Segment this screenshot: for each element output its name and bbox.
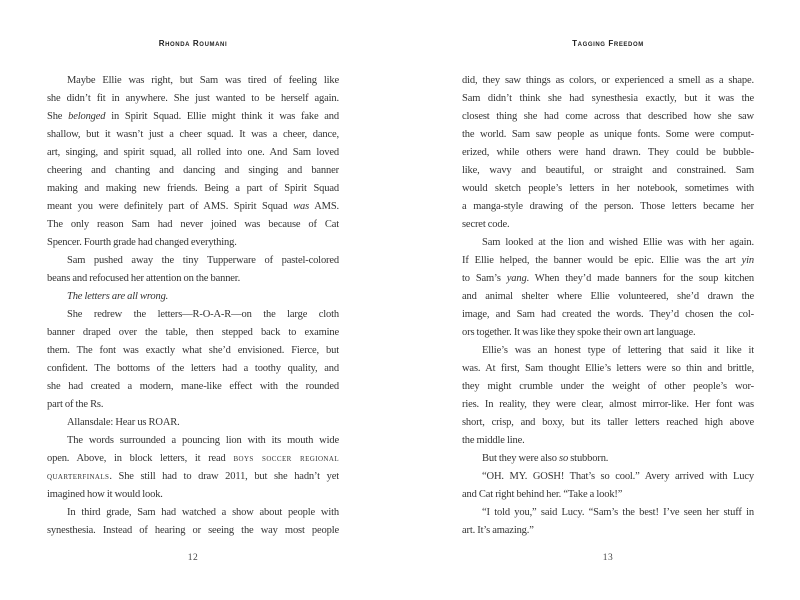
- text-line: short, crisp, and boxy, but its taller letters reached high above: [462, 417, 754, 428]
- text-line: Sam pushed away the tiny Tupperware of pastel-colored: [67, 255, 339, 266]
- text-line: She redrew the letters—R-O-A-R—on the large cloth: [67, 309, 339, 320]
- text-line: In third grade, Sam had watched a show about people with: [67, 507, 339, 518]
- text-line: part of the Rs.: [47, 399, 104, 410]
- text-line: them. The font was exactly what she’d envisioned. Fierce, but: [47, 345, 339, 356]
- text-line: the middle line.: [462, 435, 525, 446]
- text-line: to Sam’s yang. When they’d made banners for the soup kitchen: [462, 273, 754, 284]
- text-line: they might crumble under the weight of other people’s wor-: [462, 381, 754, 392]
- text-line: She belonged in Spirit Squad. Ellie might think it was fake and: [47, 111, 339, 122]
- text-line: But they were also so stubborn.: [482, 453, 609, 464]
- text-line: Maybe Ellie was right, but Sam was tired of feeling like: [67, 75, 339, 86]
- text-line: If Ellie helped, the banner would be epic. Ellie was the art yin: [462, 255, 754, 266]
- right-page: [462, 0, 754, 600]
- text-line: “OH. MY. GOSH! That’s so cool.” Avery arrived with Lucy: [482, 471, 754, 482]
- text-line: and animal shelter where Ellie volunteered, she’d drawn the: [462, 291, 754, 302]
- text-line: meant you were definitely part of AMS. Spirit Squad was AMS.: [47, 201, 339, 212]
- text-line: ors together. It was like they spoke their own art language.: [462, 327, 696, 338]
- text-line: image, and Sam had created the words. They’d chosen the col-: [462, 309, 754, 320]
- text-line: erized, while others were hand drawn. They could be bubble-: [462, 147, 754, 158]
- text-line: banner draped over the table, then stepped back to examine: [47, 327, 339, 338]
- page-number-left: 12: [187, 553, 199, 563]
- text-line: and Cat right behind her. “Take a look!”: [462, 489, 623, 500]
- text-line: Allansdale: Hear us ROAR.: [67, 417, 180, 428]
- text-line: did, they saw things as colors, or experienced a smell as a shape.: [462, 75, 754, 86]
- text-line: The only reason Sam had never joined was because of Cat: [47, 219, 339, 230]
- text-line: Ellie’s was an honest type of lettering that said it like it: [482, 345, 754, 356]
- text-line: “I told you,” said Lucy. “Sam’s the best! I’ve seen her stuff in: [482, 507, 754, 518]
- text-line: The letters are all wrong.: [67, 291, 169, 302]
- text-line: imagined how it would look.: [47, 489, 163, 500]
- text-line: open. Above, in block letters, it read boys soccer regional: [47, 453, 339, 464]
- text-line: quarterfinals. She still had to draw 2011, but she hadn’t yet: [47, 471, 339, 482]
- text-line: cheering and chanting and dancing and singing and banner: [47, 165, 339, 176]
- running-header-title: Tagging Freedom: [572, 39, 644, 48]
- text-line: Sam looked at the lion and wished Ellie was with her again.: [482, 237, 754, 248]
- page-number-right: 13: [602, 553, 614, 563]
- text-line: she had created a modern, mane-like effect with the rounded: [47, 381, 339, 392]
- text-line: she didn’t fit in anywhere. She just wanted to be herself again.: [47, 93, 339, 104]
- text-line: shallow, but it wasn’t just a cheer squad. It was a cheer, dance,: [47, 129, 339, 140]
- running-header-author: Rhonda Roumani: [158, 39, 228, 48]
- text-line: synesthesia. Instead of hearing or seeing the way most people: [47, 525, 339, 536]
- text-line: would sketch people’s letters in her notebook, sometimes with: [462, 183, 754, 194]
- text-line: ries. In reality, they were clear, almost mirror-like. Her font was: [462, 399, 754, 410]
- text-line: the world. Sam saw people as unique fonts. Some were comput-: [462, 129, 754, 140]
- left-page: [47, 0, 339, 600]
- text-line: art. It’s amazing.”: [462, 525, 534, 536]
- text-line: beans and refocused her attention on the banner.: [47, 273, 241, 284]
- text-line: Spencer. Fourth grade had changed everything.: [47, 237, 237, 248]
- text-line: art, singing, and spirit squad, all rolled into one. And Sam loved: [47, 147, 339, 158]
- right-page-body: [462, 72, 754, 540]
- text-line: was. At first, Sam thought Ellie’s letters were so thin and brittle,: [462, 363, 754, 374]
- text-line: like, wavy and beautiful, or straight and constrained. Sam: [462, 165, 754, 176]
- text-line: secret code.: [462, 219, 510, 230]
- text-line: The words surrounded a pouncing lion with its mouth wide: [67, 435, 339, 446]
- text-line: Sam didn’t think she had synesthesia exactly, but it was the: [462, 93, 754, 104]
- text-line: a manga-style drawing of the person. Those letters became her: [462, 201, 754, 212]
- text-line: closest thing she had come across that described how she saw: [462, 111, 754, 122]
- text-line: making and making new friends. Being a part of Spirit Squad: [47, 183, 339, 194]
- left-page-body: [47, 72, 339, 540]
- text-line: confident. The bottoms of the letters had a toothy quality, and: [47, 363, 339, 374]
